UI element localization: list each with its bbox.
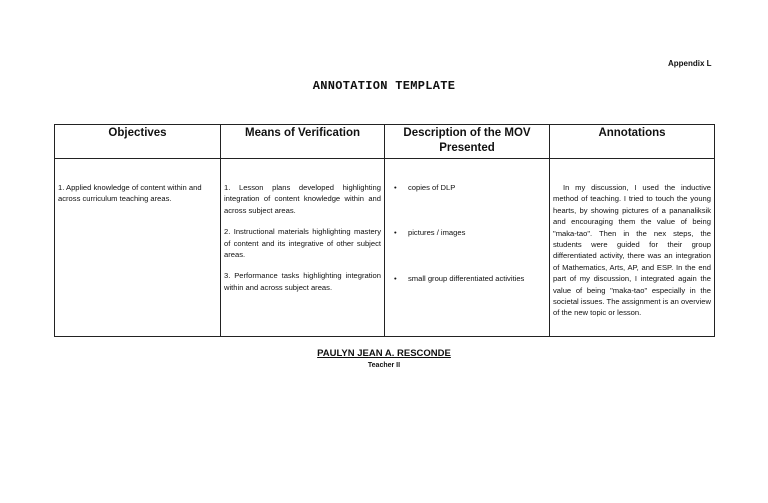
list-item: [394, 273, 546, 284]
column-header-means: Means of Verification: [221, 125, 385, 159]
table-row: [55, 159, 715, 337]
mov-list: [388, 182, 546, 284]
signatory-name-text: PAULYN JEAN A. RESCONDE: [317, 348, 451, 359]
means-item: 1. Lesson plans developed highlighting integration of content knowledge within and across subject areas.: [224, 183, 381, 215]
annotation-text: In my discussion, I used the inductive method of teaching. I tried to touch the young hearts, by showing pictures of a pananaliksik and encouraging them the value of being "maka-tao". Then in the nex steps, the students were guided for their group differentiated activity, there was an integration of Mathematics, Arts, AP, and ESP. In the end part of my discussion, I integrated again the value of being "maka-tao" especially in the societal issues. The assignment is an overview of the new topic or lesson.: [553, 183, 711, 318]
means-item: 2. Instructional materials highlighting mastery of content and its integrative of other subject areas.: [224, 227, 381, 260]
list-item: [394, 227, 546, 238]
bullet-icon: •: [394, 228, 397, 238]
annotation-cell: [550, 159, 715, 337]
objective-text: 1. Applied knowledge of content within and across curriculum teaching areas.: [58, 183, 202, 204]
document-title: ANNOTATION TEMPLATE: [312, 79, 456, 93]
header-row: [55, 125, 715, 159]
means-cell: [221, 159, 385, 337]
mov-item-text: pictures / images: [408, 228, 466, 238]
annotation-table: [54, 124, 715, 337]
mov-item-text: copies of DLP: [408, 183, 456, 192]
means-item: 3. Performance tasks highlighting integration within and across subject areas.: [224, 271, 381, 292]
column-header-mov: Description of the MOV Presented: [385, 125, 550, 159]
bullet-icon: •: [394, 273, 397, 283]
bullet-icon: •: [394, 183, 397, 192]
signatory-name: [0, 348, 768, 359]
mov-item-text: small group differentiated activities: [408, 273, 525, 283]
column-header-objectives: Objectives: [55, 125, 221, 159]
signatory-role: Teacher II: [367, 362, 401, 369]
appendix-label: Appendix L: [668, 59, 712, 68]
objective-cell: [55, 159, 221, 337]
list-item: [394, 182, 546, 193]
column-header-annotations: Annotations: [550, 125, 715, 159]
mov-cell: [385, 159, 550, 337]
